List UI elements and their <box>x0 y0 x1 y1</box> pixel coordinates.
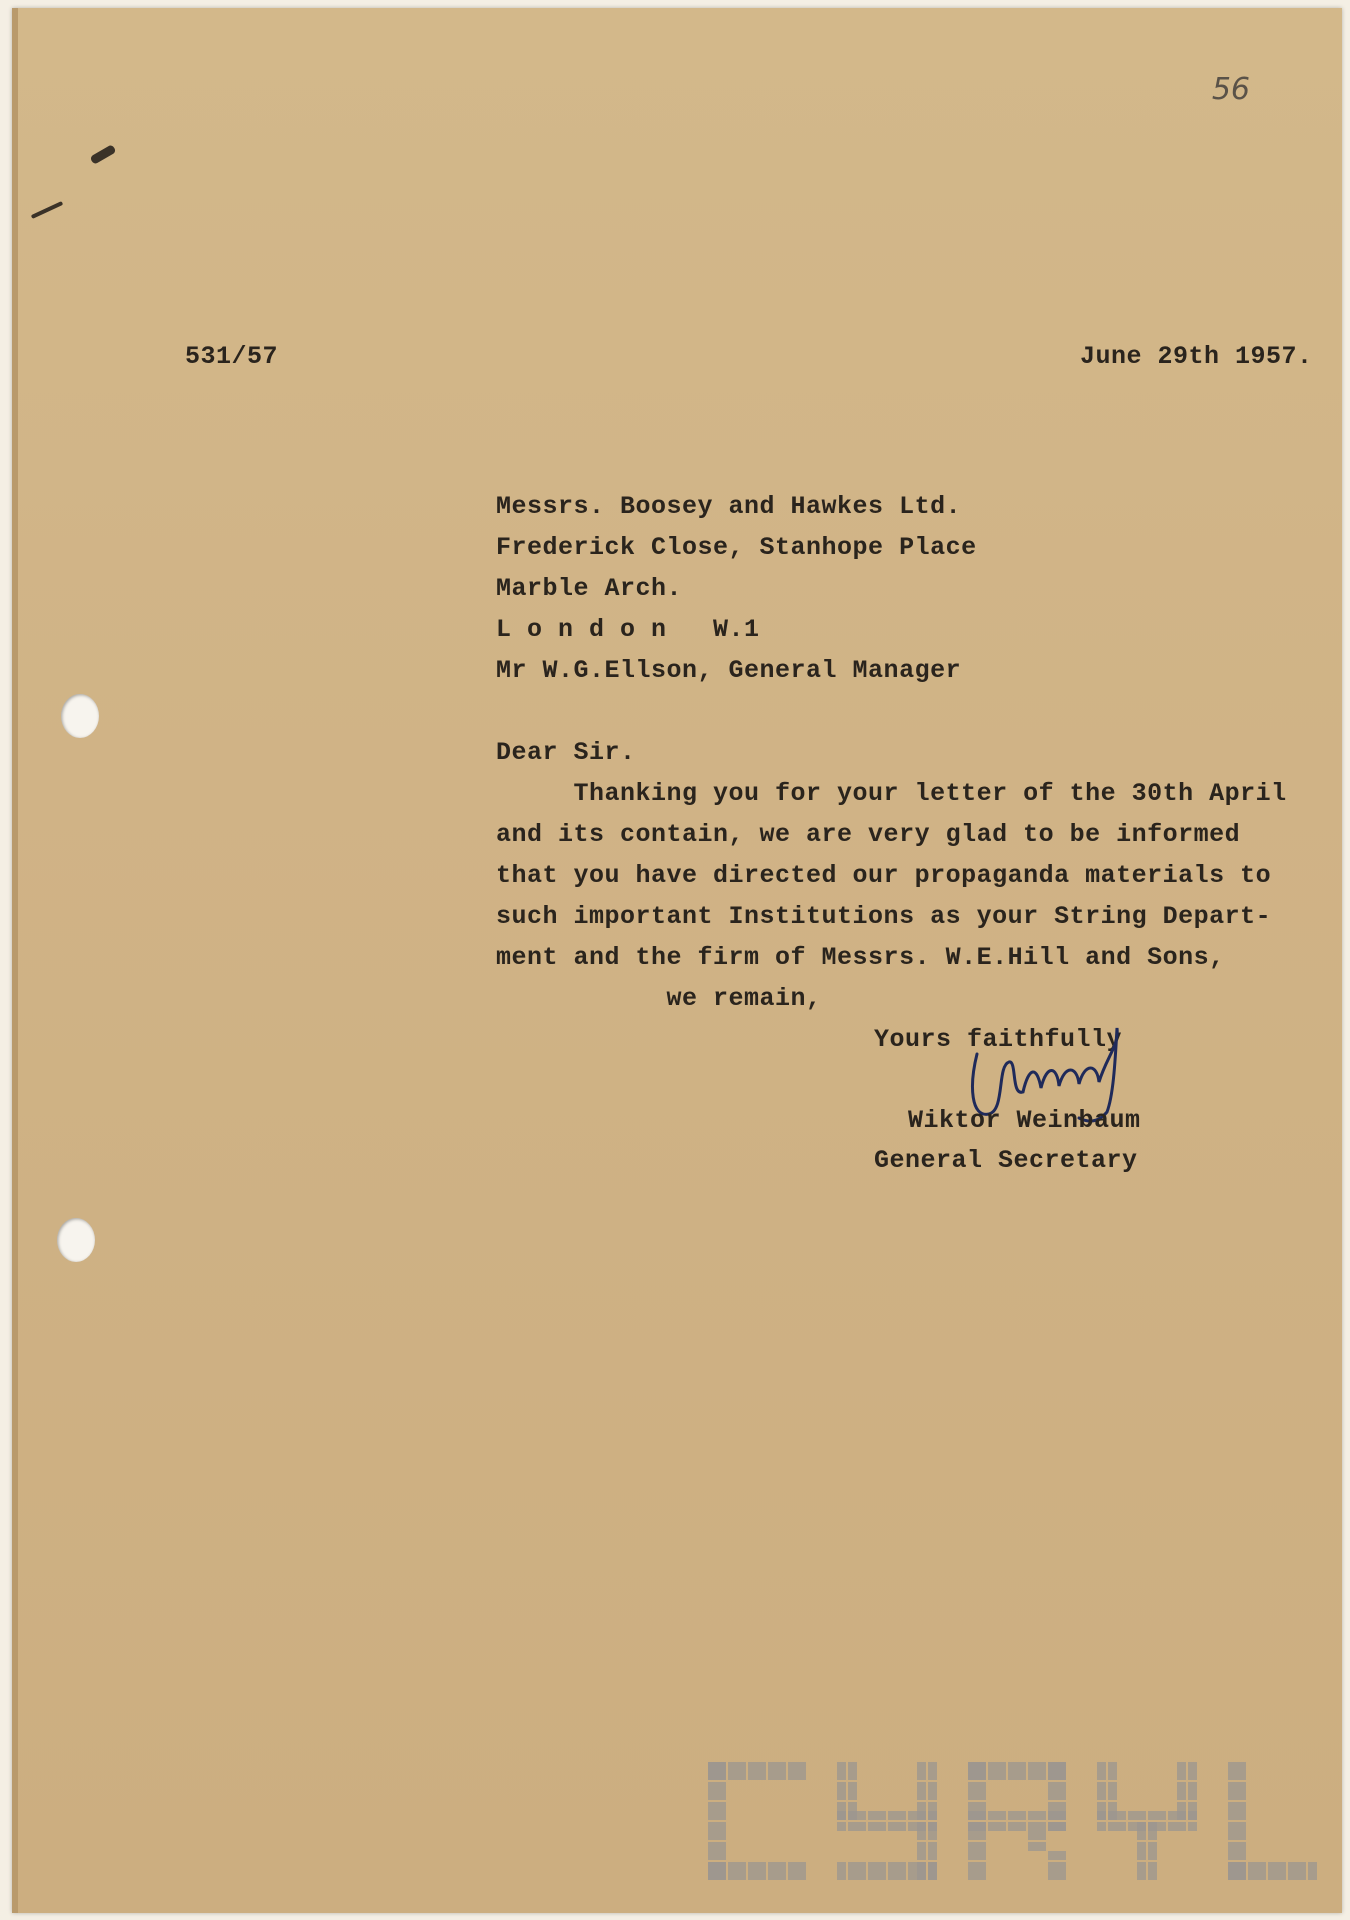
body-line-2: and its contain, we are very glad to be informed <box>496 820 1241 849</box>
body-line-3: that you have directed our propaganda materials to <box>496 861 1272 890</box>
address-line-4: L o n d o n W.1 <box>496 615 760 644</box>
body-line-5: ment and the firm of Messrs. W.E.Hill and Sons, <box>496 943 1225 972</box>
letter-page <box>12 8 1342 1913</box>
signatory-name: Wiktor Weinbaum <box>908 1106 1141 1135</box>
paper-edge <box>12 8 18 1913</box>
salutation: Dear Sir. <box>496 738 636 767</box>
ink-mark <box>89 144 116 165</box>
ink-mark <box>31 201 64 219</box>
page-number: 56 <box>1211 72 1250 107</box>
address-line-5: Mr W.G.Ellson, General Manager <box>496 656 962 685</box>
cyryl-watermark <box>707 1761 1327 1901</box>
body-line-4: such important Institutions as your String Depart- <box>496 902 1272 931</box>
reference-number: 531/57 <box>185 342 279 371</box>
body-line-1: Thanking you for your letter of the 30th April <box>496 779 1287 808</box>
address-line-1: Messrs. Boosey and Hawkes Ltd. <box>496 492 962 521</box>
punch-hole-bottom <box>57 1218 95 1262</box>
address-line-3: Marble Arch. <box>496 574 683 603</box>
body-line-6: we remain, <box>496 984 822 1013</box>
address-line-2: Frederick Close, Stanhope Place <box>496 533 977 562</box>
letter-date: June 29th 1957. <box>1080 342 1313 371</box>
signatory-title: General Secretary <box>874 1146 1138 1175</box>
closing: Yours faithfully <box>874 1025 1123 1054</box>
punch-hole-top <box>61 694 99 738</box>
